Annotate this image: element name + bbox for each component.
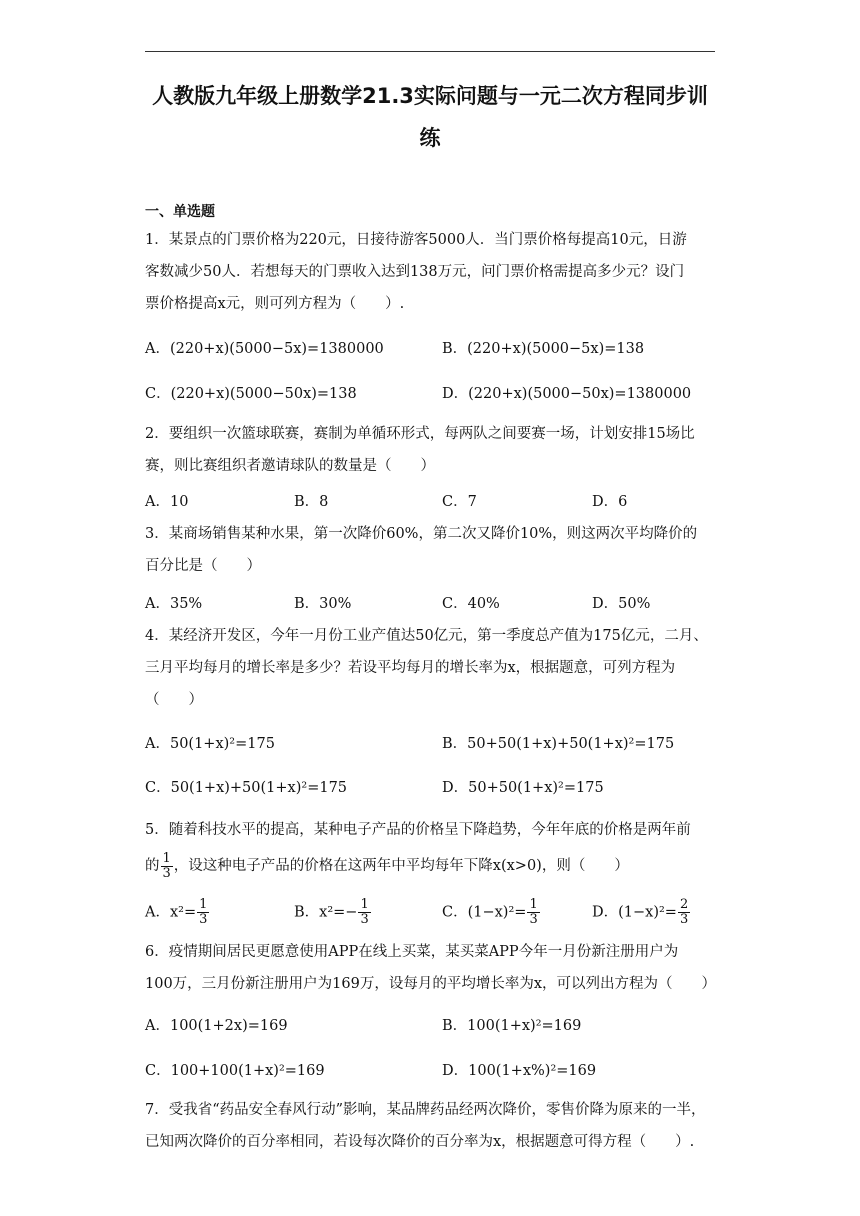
option-a: A．10 [145, 494, 189, 510]
question-2 [145, 418, 720, 482]
page-title-continued: 练 [419, 126, 441, 150]
option-a: A．50(1+x)²=175 [145, 736, 275, 752]
option-d: D．6 [592, 494, 628, 510]
question-6 [145, 936, 720, 1000]
question-3 [145, 518, 720, 582]
question-5 [145, 814, 720, 882]
page-title: 人教版九年级上册数学21.3实际问题与一元二次方程同步训 [152, 84, 708, 108]
question-4 [145, 620, 720, 716]
option-a: A．35% [145, 596, 203, 612]
question-text: 票价格提高x元，则可列方程为（ ）. [145, 296, 405, 312]
option-b: B．8 [294, 494, 329, 510]
question-7 [145, 1094, 720, 1158]
section-heading: 一、单选题 [145, 204, 215, 220]
question-text: 6．疫情期间居民更愿意使用APP在线上买菜，某买菜APP今年一月份新注册用户为 [145, 944, 679, 960]
question-text: 5．随着科技水平的提高，某种电子产品的价格呈下降趋势，今年年底的价格是两年前 [145, 822, 691, 838]
question-text: 客数减少50人．若想每天的门票收入达到138万元，问门票价格需提高多少元？设门 [145, 264, 685, 280]
question-text: 的 [145, 858, 160, 874]
option-b: B．30% [294, 596, 352, 612]
question-text: 1．某景点的门票价格为220元，日接待游客5000人．当门票价格每提高10元，日游 [145, 232, 687, 248]
question-text: 已知两次降价的百分率相同，若设每次降价的百分率为x，根据题意可得方程（ ）. [145, 1134, 695, 1150]
option-c: C．40% [442, 596, 500, 612]
option-d: D．(220+x)(5000−50x)=1380000 [442, 386, 692, 402]
option-d: D．50% [592, 596, 651, 612]
question-text: 赛，则比赛组织者邀请球队的数量是（ ） [145, 458, 435, 474]
header-rule [145, 51, 715, 52]
fraction: $\frac{1}{3}$ [162, 850, 171, 881]
option-d: D．100(1+x%)²=169 [442, 1063, 597, 1079]
question-text: （ ） [145, 692, 203, 708]
option-b: B．(220+x)(5000−5x)=138 [442, 341, 645, 357]
question-text: 2．要组织一次篮球联赛，赛制为单循环形式，每两队之间要赛一场，计划安排15场比 [145, 426, 695, 442]
option-b: B．100(1+x)²=169 [442, 1018, 582, 1034]
option-b: B．50+50(1+x)+50(1+x)²=175 [442, 736, 675, 752]
option-d: D．(1−x)²= $\frac{2}{3}$ [592, 897, 689, 927]
question-text: 100万，三月份新注册用户为169万，设每月的平均增长率为x，可以列出方程为（ ） [145, 976, 717, 992]
option-b: B．x²=− $\frac{1}{3}$ [294, 897, 369, 927]
question-text: 百分比是（ ） [145, 558, 261, 574]
option-c: C．(220+x)(5000−50x)=138 [145, 386, 357, 402]
option-c: C．7 [442, 494, 477, 510]
question-1 [145, 224, 720, 320]
question-text: 三月平均每月的增长率是多少？若设平均每月的增长率为x，根据题意，可列方程为 [145, 660, 676, 676]
question-text: 3．某商场销售某种水果，第一次降价60%，第二次又降价10%，则这两次平均降价的 [145, 526, 698, 542]
question-text: 4．某经济开发区，今年一月份工业产值达50亿元，第一季度总产值为175亿元，二月、 [145, 628, 708, 644]
question-text-line [145, 850, 720, 882]
option-a: A．100(1+2x)=169 [145, 1018, 288, 1034]
option-d: D．50+50(1+x)²=175 [442, 780, 604, 796]
question-text: 7．受我省“药品安全春风行动”影响，某品牌药品经两次降价，零售价降为原来的一半， [145, 1102, 706, 1118]
question-text: ，设这种电子产品的价格在这两年中平均每年下降x(x>0)，则（ ） [173, 858, 629, 874]
option-c: C．100+100(1+x)²=169 [145, 1063, 325, 1079]
option-a: A．x²= $\frac{1}{3}$ [145, 897, 208, 927]
option-c: C．50(1+x)+50(1+x)²=175 [145, 780, 348, 796]
option-a: A．(220+x)(5000−5x)=1380000 [145, 341, 384, 357]
option-c: C．(1−x)²= $\frac{1}{3}$ [442, 897, 538, 927]
